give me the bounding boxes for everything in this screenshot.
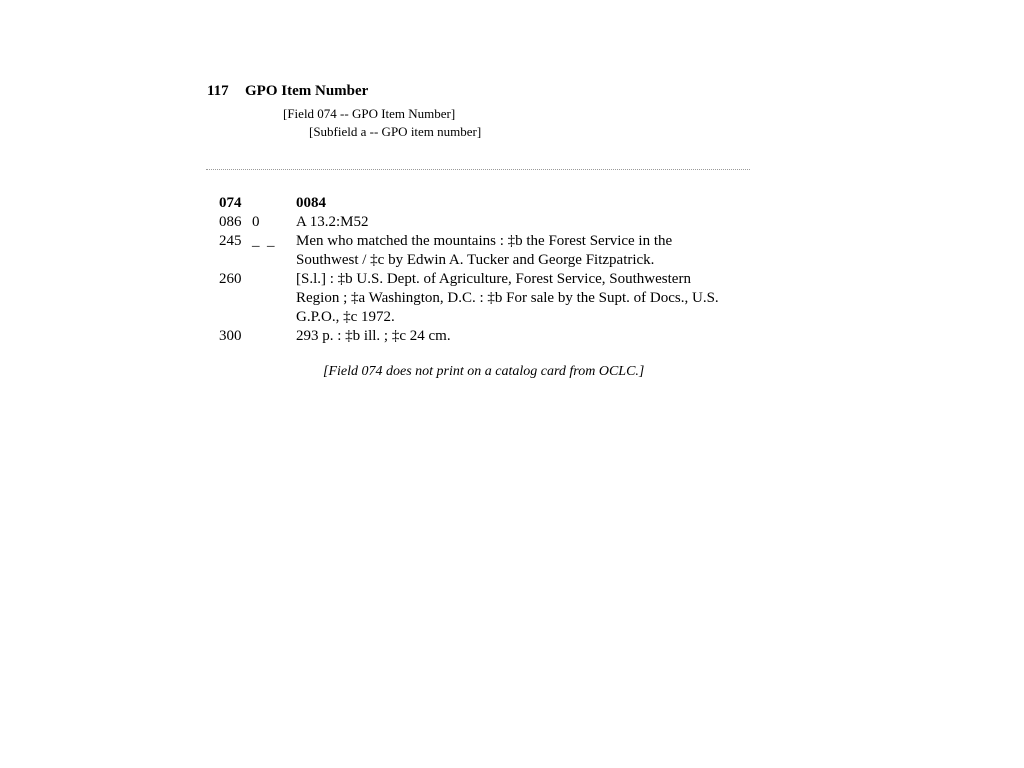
record-row-260: [219, 270, 719, 327]
field-content: 0084: [296, 195, 326, 211]
dotted-divider: [206, 169, 750, 170]
section-number: 117: [207, 83, 229, 99]
field-content: [S.l.] : ‡b U.S. Dept. of Agriculture, Forest Service, Southwestern Region ; ‡a Washington, D.C. : ‡b For sale by the Supt. of Docs., U.S. G.P.O., ‡c 1972.: [296, 271, 719, 325]
record-row-245: [219, 232, 719, 270]
field-indicators: _ _: [252, 233, 275, 249]
field-subheading: [Field 074 -- GPO Item Number]: [283, 106, 456, 121]
section-heading: [207, 83, 368, 100]
subfield-subheading: [Subfield a -- GPO item number]: [309, 124, 482, 139]
field-content: A 13.2:M52: [296, 214, 369, 230]
field-tag: 260: [219, 271, 242, 287]
record-row-086: [219, 213, 719, 232]
field-tag: 086: [219, 214, 242, 230]
field-tag: 074: [219, 195, 242, 211]
field-content: 293 p. : ‡b ill. ; ‡c 24 cm.: [296, 328, 451, 344]
field-tag: 245: [219, 233, 242, 249]
record-row-074: [219, 194, 719, 213]
catalog-card-note: [Field 074 does not print on a catalog card from OCLC.]: [323, 364, 645, 379]
field-tag: 300: [219, 328, 242, 344]
field-indicators: 0: [252, 214, 260, 230]
marc-record: [219, 194, 719, 346]
section-title: GPO Item Number: [245, 83, 369, 99]
record-row-300: [219, 327, 719, 346]
field-content: Men who matched the mountains : ‡b the Forest Service in the Southwest / ‡c by Edwin A. Tucker and George Fitzpatrick.: [296, 233, 673, 268]
